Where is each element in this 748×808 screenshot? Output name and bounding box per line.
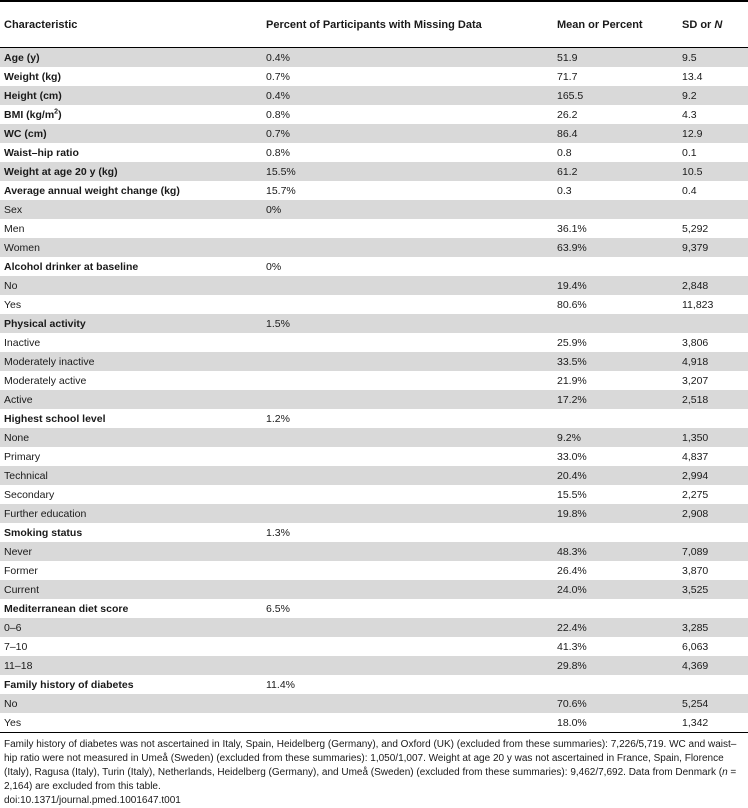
cell-mean: 26.4% (557, 564, 587, 577)
table-row (0, 409, 748, 428)
cell-mean: 24.0% (553, 580, 678, 599)
label-text: Smoking status (4, 526, 83, 539)
table-row (0, 352, 748, 371)
cell-missing (262, 371, 553, 390)
table-row (0, 143, 748, 162)
table-row (0, 599, 748, 618)
table-row (0, 447, 748, 466)
cell-characteristic (0, 466, 262, 485)
cell-sd: 0.1 (682, 146, 697, 159)
cell-mean: 33.5% (553, 352, 678, 371)
cell-sd: 4,369 (678, 656, 748, 675)
cell-characteristic (0, 238, 262, 257)
cell-missing: 0% (262, 200, 553, 219)
cell-mean: 41.3% (557, 640, 587, 653)
cell-characteristic (0, 276, 262, 295)
table-row (0, 181, 748, 200)
cell-sd: 3,525 (678, 580, 748, 599)
cell-missing (262, 580, 553, 599)
cell-mean: 21.9% (557, 374, 587, 387)
label-text: Former (4, 564, 38, 577)
cell-mean (553, 200, 678, 219)
label-text: Men (4, 222, 25, 235)
cell-characteristic (0, 86, 262, 105)
label-text: Technical (4, 469, 48, 482)
footnote-n: n (722, 767, 728, 778)
table-row (0, 637, 748, 656)
cell-mean: 0.3 (557, 184, 572, 197)
cell-sd: 2,518 (678, 390, 748, 409)
cell-characteristic (0, 580, 262, 599)
cell-missing (262, 333, 553, 352)
label-text: Weight at age 20 y (kg) (4, 165, 118, 178)
label-text: Physical activity (4, 317, 86, 330)
table-footnote (0, 733, 748, 808)
label-text: Family history of diabetes (4, 678, 134, 691)
cell-sd: 12.9 (678, 124, 748, 143)
cell-missing: 1.2% (266, 412, 290, 425)
cell-characteristic (0, 124, 262, 143)
cell-characteristic (0, 428, 262, 447)
header-characteristic: Characteristic (0, 2, 262, 48)
label-text: None (4, 431, 30, 444)
label-text: Average annual weight change (kg) (4, 184, 180, 197)
cell-characteristic (0, 390, 262, 409)
header-missing: Percent of Participants with Missing Data (262, 2, 553, 48)
cell-mean (553, 314, 678, 333)
cell-characteristic (0, 694, 262, 713)
cell-missing (262, 238, 553, 257)
cell-missing: 0% (266, 260, 282, 273)
cell-missing: 11.4% (266, 678, 295, 691)
cell-missing (262, 618, 553, 637)
cell-sd: 5,292 (682, 222, 709, 235)
table-row (0, 219, 748, 238)
cell-mean: 63.9% (553, 238, 678, 257)
cell-mean: 20.4% (553, 466, 678, 485)
cell-mean: 25.9% (557, 336, 587, 349)
table-row (0, 162, 748, 181)
footnote-text: Family history of diabetes was not ascertained in Italy, Spain, Heidelberg (Germany), and Oxford (UK) (excluded from these summaries): 7,226/5,719. WC and waist–hip ratio were not measured in Umeå (Sweden) (excluded from these summaries): 1,050/1,007. Weight at age 20 y was not ascertained in France, Spain, Florence (Italy), Ragusa (Italy), Turin (Italy), Netherlands, Heidelberg (Germany), and Umeå (Sweden) (excluded from these summaries): 9,462/7,692. Data from Denmark ( (4, 739, 737, 778)
label-text: WC (cm) (4, 127, 47, 140)
label-text: Moderately active (4, 374, 87, 387)
cell-sd: 9.2 (678, 86, 748, 105)
cell-missing: 0.4% (262, 86, 553, 105)
cell-characteristic (0, 618, 262, 637)
cell-sd (678, 409, 748, 428)
label-text: Women (4, 241, 40, 254)
cell-mean: 18.0% (557, 716, 587, 729)
cell-missing: 6.5% (266, 602, 290, 615)
table-body (0, 48, 748, 733)
cell-missing (262, 637, 553, 656)
table-row (0, 371, 748, 390)
table-row (0, 561, 748, 580)
label-text: 11–18 (4, 659, 33, 672)
label-text: BMI (kg/m (4, 108, 55, 121)
header-row (0, 2, 748, 48)
cell-characteristic (0, 371, 262, 390)
cell-characteristic (0, 675, 262, 694)
cell-mean: 165.5 (553, 86, 678, 105)
label-text: Mediterranean diet score (4, 602, 129, 615)
cell-sd: 2,275 (682, 488, 709, 501)
cell-characteristic (0, 257, 262, 276)
table-row (0, 675, 748, 694)
table-row (0, 656, 748, 675)
doi-text: doi:10.1371/journal.pmed.1001647.t001 (4, 795, 181, 806)
cell-missing (262, 276, 553, 295)
cell-mean: 61.2 (553, 162, 678, 181)
cell-sd: 4,837 (682, 450, 709, 463)
cell-sd: 9.5 (678, 48, 748, 68)
cell-mean: 19.8% (553, 504, 678, 523)
label-text: Alcohol drinker at baseline (4, 260, 139, 273)
cell-mean: 33.0% (557, 450, 587, 463)
cell-characteristic (0, 485, 262, 504)
table-row (0, 295, 748, 314)
cell-mean: 15.5% (557, 488, 587, 501)
cell-mean (553, 523, 678, 542)
cell-characteristic (0, 48, 262, 68)
cell-characteristic (0, 409, 262, 428)
cell-missing: 15.5% (262, 162, 553, 181)
cell-characteristic (0, 162, 262, 181)
cell-sd: 13.4 (682, 70, 703, 83)
header-sd (678, 2, 748, 48)
table-row (0, 86, 748, 105)
cell-sd: 0.4 (682, 184, 697, 197)
cell-sd: 9,379 (678, 238, 748, 257)
label-text: Yes (4, 298, 22, 311)
cell-characteristic (0, 200, 262, 219)
cell-sd: 2,848 (678, 276, 748, 295)
label-text: Further education (4, 507, 87, 520)
table-row (0, 694, 748, 713)
label-text: Current (4, 583, 40, 596)
header-sd-italic: N (714, 18, 723, 31)
table-row (0, 200, 748, 219)
cell-missing (262, 656, 553, 675)
cell-mean: 0.8 (557, 146, 572, 159)
table-row (0, 238, 748, 257)
cell-sd: 3,806 (682, 336, 709, 349)
cell-sd: 3,207 (682, 374, 709, 387)
cell-mean: 86.4 (553, 124, 678, 143)
table-row (0, 314, 748, 333)
label-text: 7–10 (4, 640, 28, 653)
cell-characteristic (0, 219, 262, 238)
cell-sd: 5,254 (678, 694, 748, 713)
cell-characteristic (0, 447, 262, 466)
cell-sd (678, 599, 748, 618)
cell-mean: 22.4% (553, 618, 678, 637)
header-mean: Mean or Percent (553, 2, 678, 48)
cell-characteristic (0, 504, 262, 523)
cell-missing (262, 428, 553, 447)
cell-sd (678, 675, 748, 694)
label-text: Secondary (4, 488, 55, 501)
cell-sd: 6,063 (682, 640, 709, 653)
cell-sd: 4,918 (678, 352, 748, 371)
label-text: 0–6 (4, 621, 22, 634)
label-text: Waist–hip ratio (4, 146, 79, 159)
label-text: Highest school level (4, 412, 106, 425)
table-row (0, 485, 748, 504)
label-sup: 2 (54, 108, 59, 115)
cell-missing (262, 447, 553, 466)
cell-missing (262, 542, 553, 561)
cell-mean: 19.4% (553, 276, 678, 295)
label-text: No (4, 279, 18, 292)
cell-missing (262, 466, 553, 485)
cell-missing (262, 352, 553, 371)
cell-sd (678, 523, 748, 542)
cell-mean: 71.7 (557, 70, 578, 83)
cell-sd: 3,870 (682, 564, 709, 577)
cell-sd: 4.3 (682, 108, 697, 121)
table-row (0, 713, 748, 732)
cell-mean (553, 599, 678, 618)
cell-missing (262, 713, 553, 732)
cell-characteristic (0, 523, 262, 542)
cell-characteristic (0, 181, 262, 200)
table-row (0, 523, 748, 542)
label-text: Height (cm) (4, 89, 62, 102)
label-text: Primary (4, 450, 41, 463)
label-text: Active (4, 393, 33, 406)
cell-missing (262, 561, 553, 580)
cell-missing: 1.5% (262, 314, 553, 333)
table-row (0, 276, 748, 295)
cell-mean: 80.6% (557, 298, 587, 311)
cell-missing: 1.3% (266, 526, 290, 539)
cell-missing (262, 295, 553, 314)
cell-sd (678, 314, 748, 333)
cell-mean: 17.2% (553, 390, 678, 409)
table-row (0, 105, 748, 124)
cell-missing: 0.8% (266, 108, 290, 121)
cell-sd (678, 257, 748, 276)
table-row (0, 580, 748, 599)
header-sd-text: SD or (682, 18, 715, 31)
table-row (0, 67, 748, 86)
footnote-text-end: = 2,164) are excluded from this table. (4, 767, 737, 792)
cell-characteristic (0, 105, 262, 124)
label-after: ) (58, 108, 62, 121)
cell-mean (553, 675, 678, 694)
label-text: No (4, 697, 18, 710)
cell-mean: 26.2 (557, 108, 578, 121)
cell-missing (262, 219, 553, 238)
cell-missing: 0.8% (266, 146, 290, 159)
cell-missing: 0.7% (262, 124, 553, 143)
cell-mean: 48.3% (553, 542, 678, 561)
cell-missing (262, 694, 553, 713)
cell-missing (262, 504, 553, 523)
cell-missing (262, 390, 553, 409)
cell-characteristic (0, 352, 262, 371)
table-row (0, 504, 748, 523)
cell-mean: 51.9 (553, 48, 678, 68)
cell-mean: 9.2% (553, 428, 678, 447)
cell-characteristic (0, 561, 262, 580)
table-row (0, 542, 748, 561)
table-row (0, 124, 748, 143)
cell-characteristic (0, 656, 262, 675)
cell-sd: 11,823 (682, 298, 714, 311)
cell-missing: 0.4% (262, 48, 553, 68)
characteristics-table (0, 2, 748, 732)
cell-characteristic (0, 143, 262, 162)
table-row (0, 618, 748, 637)
cell-characteristic (0, 599, 262, 618)
label-text: Sex (4, 203, 23, 216)
cell-characteristic (0, 637, 262, 656)
cell-mean: 70.6% (553, 694, 678, 713)
cell-mean: 29.8% (553, 656, 678, 675)
cell-characteristic (0, 295, 262, 314)
label-text: Yes (4, 716, 22, 729)
cell-sd: 2,908 (678, 504, 748, 523)
table-row (0, 390, 748, 409)
label-text: Never (4, 545, 33, 558)
label-text: Age (y) (4, 51, 40, 64)
cell-sd: 1,342 (682, 716, 709, 729)
cell-mean (553, 257, 678, 276)
table-row (0, 466, 748, 485)
table-row (0, 428, 748, 447)
cell-characteristic (0, 67, 262, 86)
table-row (0, 257, 748, 276)
table-row (0, 333, 748, 352)
cell-characteristic (0, 713, 262, 732)
label-text: Weight (kg) (4, 70, 61, 83)
cell-sd: 1,350 (678, 428, 748, 447)
cell-sd (678, 200, 748, 219)
label-text: Inactive (4, 336, 41, 349)
cell-missing: 0.7% (266, 70, 290, 83)
label-text: Moderately inactive (4, 355, 95, 368)
cell-characteristic (0, 314, 262, 333)
cell-missing: 15.7% (266, 184, 296, 197)
cell-mean (553, 409, 678, 428)
cell-sd: 10.5 (678, 162, 748, 181)
cell-sd: 3,285 (678, 618, 748, 637)
cell-characteristic (0, 542, 262, 561)
cell-sd: 7,089 (678, 542, 748, 561)
cell-mean: 36.1% (557, 222, 587, 235)
cell-sd: 2,994 (678, 466, 748, 485)
cell-missing (262, 485, 553, 504)
cell-characteristic (0, 333, 262, 352)
table-row (0, 48, 748, 68)
